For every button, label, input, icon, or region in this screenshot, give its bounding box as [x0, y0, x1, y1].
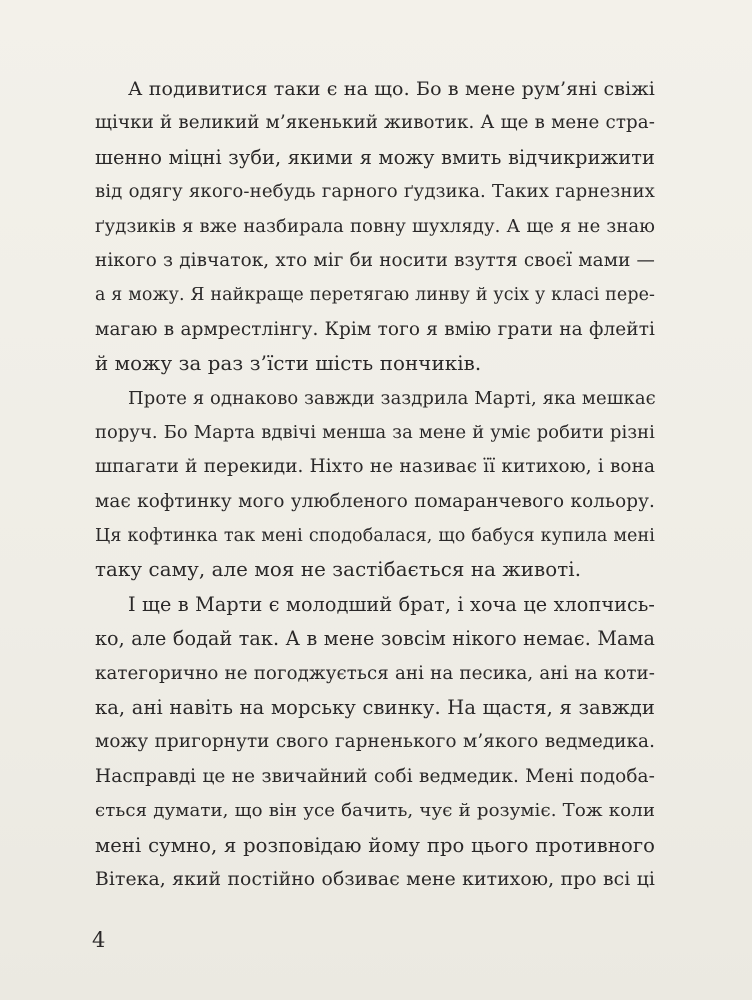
text-line: ко, але бодай так. А в мене зовсім нікого немає. Мама: [95, 627, 655, 651]
text-line: мені сумно, я розповідаю йому про цього противного: [95, 833, 655, 857]
text-line: Насправді це не звичайний собі ведмедик. Мені подоба-: [95, 765, 655, 787]
text-line: магаю в армрестлінгу. Крім того я вмію грати на флейті: [95, 318, 655, 340]
page-number: 4: [92, 928, 106, 952]
text-line: шенно міцні зуби, якими я можу вмить відчикрижити: [95, 145, 655, 169]
paragraph-2: [95, 382, 655, 588]
text-line: від одягу якого-небудь гарного ґудзика. Таких гарнезних: [95, 181, 655, 203]
text-line: нікого з дівчаток, хто міг би носити взуття своєї мами —: [95, 249, 655, 271]
text-line: Ця кофтинка так мені сподобалася, що бабуся купила мені: [95, 526, 655, 547]
body-text: [95, 72, 655, 897]
text-line: Проте я однаково завжди заздрила Марті, яка мешкає: [128, 387, 656, 409]
text-line: І ще в Марти є молодший брат, і хоча це хлопчись-: [128, 592, 655, 616]
text-line: має кофтинку мого улюбленого помаранчевого кольору.: [95, 490, 655, 512]
text-line: а я можу. Я найкраще перетягаю линву й усіх у класі пере-: [95, 285, 655, 306]
text-line: щічки й великий м’якенький животик. А ще в мене стра-: [95, 112, 655, 134]
text-line: ється думати, що він усе бачить, чує й розуміє. Тож коли: [95, 800, 655, 822]
text-line: шпагати й перекиди. Ніхто не називає її китихою, і вона: [95, 456, 655, 478]
text-line: таку саму, але моя не застібається на животі.: [95, 558, 582, 582]
text-line: можу пригорнути свого гарненького м’якого ведмедика.: [95, 731, 655, 753]
text-line: Вітека, який постійно обзиває мене китихою, про всі ці: [95, 868, 655, 890]
text-line: А подивитися таки є на що. Бо в мене рум’яні свіжі: [128, 78, 655, 100]
paragraph-1: [95, 72, 655, 382]
paragraph-3: [95, 588, 655, 898]
text-line: ґудзиків я вже назбирала повну шухляду. А ще я не знаю: [95, 215, 655, 237]
text-line: й можу за раз з’їсти шість пончиків.: [95, 352, 482, 376]
text-line: поруч. Бо Марта вдвічі менша за мене й уміє робити різні: [95, 421, 655, 443]
text-line: категорично не погоджується ані на песика, ані на коти-: [95, 662, 655, 684]
text-line: ка, ані навіть на морську свинку. На щастя, я завжди: [95, 696, 655, 720]
